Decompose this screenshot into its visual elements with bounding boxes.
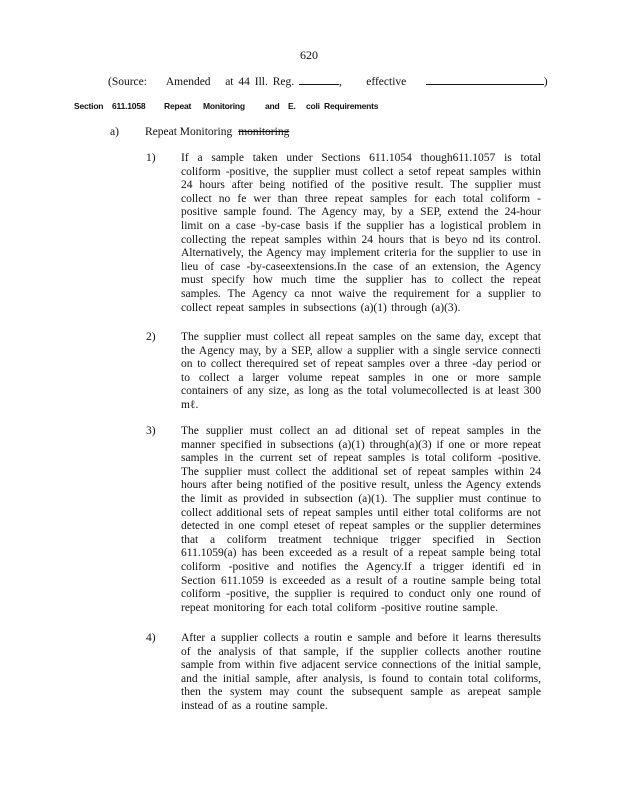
section-title-word: Repeat bbox=[164, 101, 192, 111]
section-title-word: Requirements bbox=[324, 101, 379, 111]
item-number: 4) bbox=[146, 632, 156, 644]
section-label: Section bbox=[74, 101, 104, 111]
section-number: 611.1058 bbox=[112, 101, 146, 111]
subsection-label: a) bbox=[110, 126, 119, 138]
section-title-word: and bbox=[265, 101, 280, 111]
source-suffix: ) bbox=[543, 76, 548, 88]
section-title-word: E. bbox=[288, 101, 296, 111]
source-register: at 44 Ill. Reg. bbox=[225, 76, 295, 88]
item-number: 2) bbox=[146, 331, 156, 343]
subsection-title-text: Repeat Monitoring bbox=[145, 126, 233, 138]
item-text: After a supplier collects a routin e sample and before it learns theresults of the analysis of that sample, if the supplier collects another routine sample from within five adjacent service connections of the initial sample, and the initial sample, after analysis, is found to contain total coliforms, then the system may count the subsequent sample as arepeat sample instead of as a routine sample. bbox=[181, 632, 541, 712]
source-amended: Amended bbox=[165, 76, 211, 88]
source-effective: effective bbox=[366, 76, 407, 88]
item-number: 3) bbox=[146, 425, 156, 437]
subsection-title bbox=[145, 126, 289, 138]
source-prefix: (Source: bbox=[108, 76, 147, 88]
source-note: (Source: Amended at 44 Ill. Reg. , effective ) bbox=[108, 73, 548, 88]
item-text: The supplier must collect an ad ditional set of repeat samples in the manner specified in subsections (a)(1) through(a)(3) if one or more repeat samples in the current set of repeat samples is total coliform -positive. The supplier must collect the additional set of repeat samples within 24 hours after being notified of the positive result, unless the Agency extends the limit as provided in subsection (a)(1). The supplier must continue to collect additional sets of repeat samples until either total coliforms are not detected in one compl eteset of repeat samples or the supplier determines that a coliform treatment technique trigger specified in Section 611.1059(a) has been exceeded as a result of a repeat sample being total coliform -positive and notifies the Agency.If a trigger identifi ed in Section 611.1059 is exceeded as a result of a routine sample being total coliform -positive, the supplier is required to conduct only one round of repeat monitoring for each total coliform -positive routine sample. bbox=[181, 425, 541, 614]
section-title-word: coli bbox=[306, 101, 320, 111]
section-title-word: Monitoring bbox=[203, 101, 245, 111]
item-text: If a sample taken under Sections 611.1054 though611.1057 is total coliform -positive, the supplier must collect a setof repeat samples within 24 hours after being notified of the positive result. The supplier must collect no fe wer than three repeat samples for each total coliform -positive sample found. The Agency may, by a SEP, extend the 24-hour limit on a case -by-case basis if the supplier has a logistical problem in collecting the repeat samples within 24 hours that is beyo nd its control. Alternatively, the Agency may implement criteria for the supplier to use in lieu of case -by-caseextensions.In the case of an extension, the Agency must specify how much time the supplier has to collect the repeat samples. The Agency ca nnot waive the requirement for a supplier to collect repeat samples in subsections (a)(1) through (a)(3). bbox=[181, 152, 541, 314]
blank-effective-date bbox=[426, 73, 544, 85]
item-number: 1) bbox=[146, 152, 156, 164]
page-number: 620 bbox=[300, 48, 318, 62]
blank-register-page bbox=[299, 73, 339, 85]
item-text: The supplier must collect all repeat samples on the same day, except that the Agency may, by a SEP, allow a supplier with a single service connecti on to collect therequired set of repeat samples over a three -day period or to collect a larger volume repeat samples in one or more sample containers of any size, as long as the total volumecollected is at least 300 mℓ. bbox=[181, 331, 541, 411]
struck-text: monitoring bbox=[238, 126, 290, 138]
